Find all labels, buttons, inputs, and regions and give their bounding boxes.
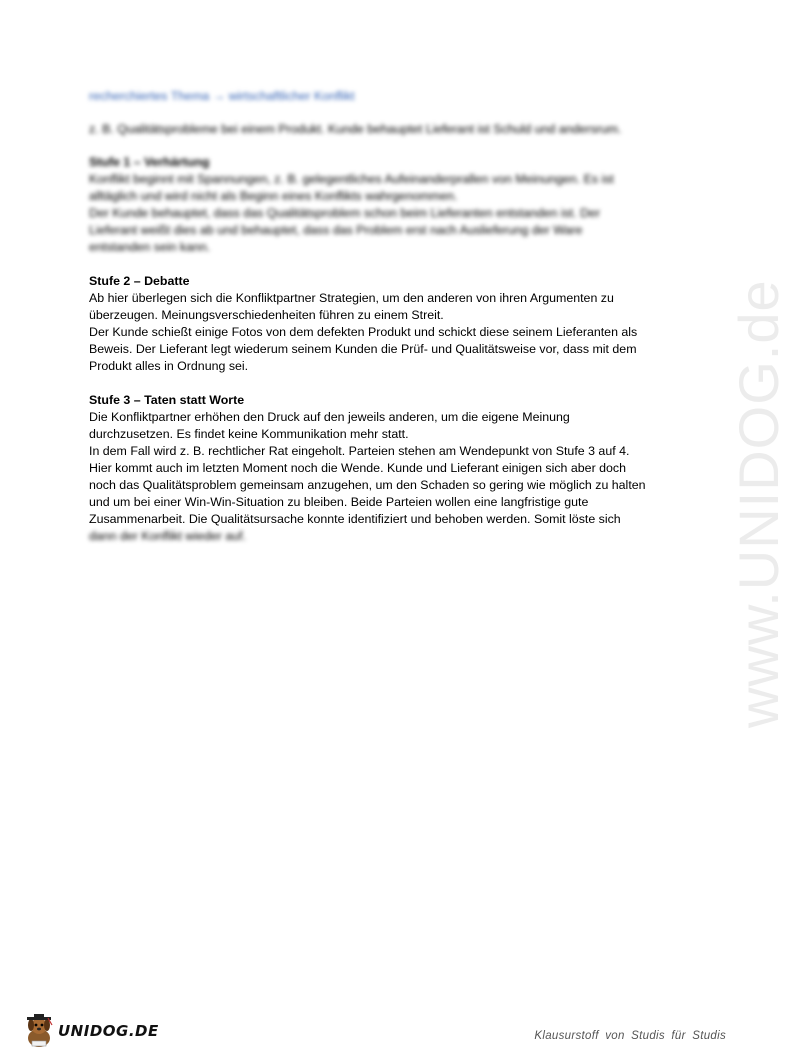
footer-tagline: Klausurstoff von Studis für Studis [534, 1030, 726, 1042]
stage2-line: Beweis. Der Lieferant legt wiederum seinem Kunden die Prüf- und Qualitätsweise vor, dass mit dem [89, 342, 637, 356]
stage2-line: Ab hier überlegen sich die Konfliktpartner Strategien, um den anderen von ihren Argumenten zu [89, 291, 614, 305]
stage3-line: noch das Qualitätsproblem gemeinsam anzugehen, um den Schaden so gering wie möglich zu halten [89, 478, 646, 492]
stage1-line: Konflikt beginnt mit Spannungen, z. B. gelegentliches Aufeinanderprallen von Meinungen. Es ist [89, 172, 614, 186]
stage2-line: Der Kunde schießt einige Fotos von dem defekten Produkt und schickt diese seinem Lieferanten als [89, 325, 638, 339]
watermark-text: www.UNIDOG.de [727, 279, 790, 728]
logo-text: UNIDOG.DE [58, 1022, 159, 1040]
dog-icon [22, 1013, 56, 1049]
document-body [89, 88, 669, 545]
example-line: z. B. Qualitätsprobleme bei einem Produkt. Kunde behauptet Lieferant ist Schuld und andersrum. [89, 122, 622, 136]
stage1-heading: Stufe 1 – Verhärtung [89, 155, 210, 169]
stage3-heading: Stufe 3 – Taten statt Worte [89, 393, 245, 407]
stage3-blurred-tail: dann der Konflikt wieder auf. [89, 529, 247, 543]
stage1-section [89, 154, 669, 256]
stage1-line: Lieferant weißt dies ab und behauptet, dass das Problem erst nach Auslieferung der Ware [89, 223, 583, 237]
topic-line: recherchiertes Thema → wirtschaftlicher Konflikt [89, 89, 355, 103]
stage2-line: Produkt alles in Ordnung sei. [89, 359, 249, 373]
stage3-line: durchzusetzen. Es findet keine Kommunikation mehr statt. [89, 427, 409, 441]
stage3-section [89, 392, 669, 545]
stage2-line: überzeugen. Meinungsverschiedenheiten führen zu einem Streit. [89, 308, 444, 322]
footer-logo [22, 1013, 162, 1049]
stage3-line: Die Konfliktpartner erhöhen den Druck auf den jeweils anderen, um die eigene Meinung [89, 410, 570, 424]
stage3-line: In dem Fall wird z. B. rechtlicher Rat eingeholt. Parteien stehen am Wendepunkt von Stufe 3 auf 4. [89, 444, 630, 458]
watermark [668, 279, 790, 750]
stage1-line: alltäglich und wird nicht als Beginn eines Konflikts wahrgenommen. [89, 189, 458, 203]
stage1-line: entstanden sein kann. [89, 240, 211, 254]
stage2-heading: Stufe 2 – Debatte [89, 274, 190, 288]
stage3-line: Hier kommt auch im letzten Moment noch die Wende. Kunde und Lieferant einigen sich aber doch [89, 461, 627, 475]
stage3-line: und um bei einer Win-Win-Situation zu bleiben. Beide Parteien wollen eine langfristige gute [89, 495, 589, 509]
stage2-section [89, 273, 669, 375]
stage1-line: Der Kunde behauptet, dass das Qualitätsproblem schon beim Lieferanten entstanden ist. Der [89, 206, 601, 220]
stage3-line: Zusammenarbeit. Die Qualitätsursache konnte identifiziert und behoben werden. Somit löste sich [89, 512, 621, 526]
